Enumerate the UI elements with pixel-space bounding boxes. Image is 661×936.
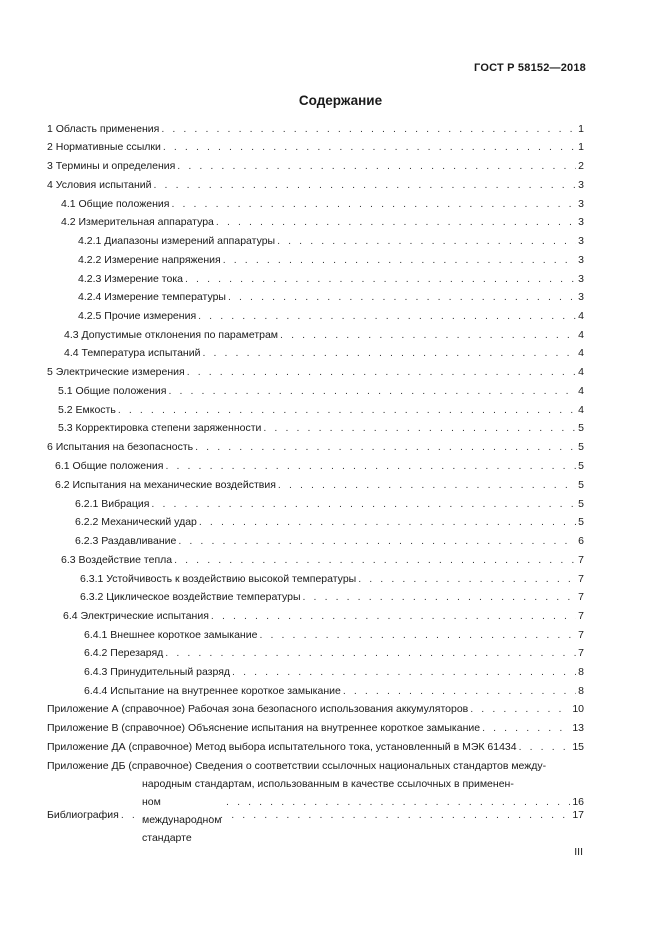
toc-entry-page: 4 (578, 366, 584, 378)
toc-entry-label: 4.2.4 Измерение температуры (78, 291, 226, 303)
toc-entry[interactable] (0, 197, 661, 212)
toc-entry-label: 4.1 Общие положения (61, 198, 170, 210)
toc-entry-page: 7 (578, 647, 584, 659)
dot-leader (263, 421, 576, 436)
dot-leader (343, 684, 576, 699)
toc-entry-page: 1 (578, 141, 584, 153)
toc-entry-label: 6.4.2 Перезаряд (84, 647, 164, 659)
toc-entry-page: 5 (578, 441, 584, 453)
dot-leader (118, 403, 576, 418)
toc-entry[interactable] (0, 290, 661, 305)
dot-leader (277, 234, 576, 249)
toc-entry[interactable] (0, 309, 661, 324)
toc-entry-page: 3 (578, 273, 584, 285)
toc-entry-page: 8 (578, 666, 584, 678)
toc-entry-label: 4.3 Допустимые отклонения по параметрам (64, 329, 279, 341)
dot-leader (177, 159, 576, 174)
toc-entry[interactable] (0, 572, 661, 587)
toc-entry-page: 7 (578, 629, 584, 641)
toc-entry-label: 4 Условия испытаний (47, 179, 152, 191)
dot-leader (121, 808, 570, 823)
toc-entry-label: 2 Нормативные ссылки (47, 141, 161, 153)
dot-leader (174, 553, 576, 568)
dot-leader (163, 140, 576, 155)
toc-entry[interactable] (0, 384, 661, 399)
toc-entry-page: 3 (578, 254, 584, 266)
toc-entry-label: 4.2.5 Прочие измерения (78, 310, 197, 322)
dot-leader (232, 665, 576, 680)
toc-entry-page: 7 (578, 554, 584, 566)
toc-entry-page: 3 (578, 216, 584, 228)
toc-entry-page: 1 (578, 123, 584, 135)
dot-leader (216, 215, 576, 230)
toc-entry[interactable] (0, 440, 661, 455)
toc-entry[interactable] (0, 272, 661, 287)
toc-entry-label: Библиография (47, 809, 119, 821)
toc-entry[interactable] (0, 702, 661, 717)
toc-entry[interactable] (0, 159, 661, 174)
dot-leader (165, 459, 576, 474)
toc-entry[interactable] (0, 646, 661, 661)
toc-entry[interactable] (0, 684, 661, 699)
toc-entry[interactable] (0, 478, 661, 493)
toc-entry-page: 3 (578, 291, 584, 303)
toc-entry-label: 6.2 Испытания на механические воздействия (55, 479, 276, 491)
toc-entry-page: 17 (572, 809, 584, 821)
dot-leader (228, 290, 576, 305)
toc-entry-page: 13 (572, 722, 584, 734)
toc-entry-label: 6.3 Воздействие тепла (61, 554, 173, 566)
standard-code: ГОСТ Р 58152—2018 (474, 62, 586, 74)
toc-entry[interactable] (0, 365, 661, 380)
toc-entry[interactable] (0, 808, 661, 823)
toc-entry-page: 6 (578, 535, 584, 547)
toc-entry-page: 4 (578, 385, 584, 397)
dot-leader (185, 272, 576, 287)
toc-entry[interactable] (0, 421, 661, 436)
toc-entry[interactable] (0, 178, 661, 193)
toc-entry-label: 6.2.2 Механический удар (75, 516, 197, 528)
dot-leader (198, 309, 576, 324)
toc-entry[interactable] (0, 215, 661, 230)
toc-entry[interactable] (0, 534, 661, 549)
dot-leader (154, 178, 577, 193)
toc-entry[interactable] (0, 328, 661, 343)
dot-leader (278, 478, 576, 493)
toc-entry-appendix-db[interactable] (47, 757, 584, 847)
toc-entry-label-continued: народным стандартам, использованным в качестве ссылочных в применен- (142, 778, 514, 790)
dot-leader (187, 365, 576, 380)
dot-leader (211, 609, 576, 624)
dot-leader (259, 628, 576, 643)
toc-entry-label: 5.3 Корректировка степени заряженности (58, 422, 262, 434)
toc-entry[interactable] (0, 497, 661, 512)
toc-entry-label: 4.2.3 Измерение тока (78, 273, 183, 285)
dot-leader (470, 702, 570, 717)
toc-entry-page: 5 (578, 479, 584, 491)
toc-entry[interactable] (0, 628, 661, 643)
toc-entry-label: 4.2.2 Измерение напряжения (78, 254, 221, 266)
toc-entry-label: 6.4.1 Внешнее короткое замыкание (84, 629, 258, 641)
toc-entry-label: Приложение В (справочное) Объяснение испытания на внутреннее короткое замыкание (47, 722, 481, 734)
dot-leader (199, 515, 576, 530)
toc-entry-page: 7 (578, 610, 584, 622)
toc-entry-page: 7 (578, 591, 584, 603)
dot-leader (161, 122, 576, 137)
page-number: III (574, 846, 583, 858)
toc-entry[interactable] (0, 253, 661, 268)
toc-entry-label: 4.2 Измерительная аппаратура (61, 216, 214, 228)
toc-entry[interactable] (0, 459, 661, 474)
toc-entry-page: 3 (578, 198, 584, 210)
dot-leader (195, 440, 576, 455)
toc-entry[interactable] (0, 122, 661, 137)
toc-entry-label: 4.2.1 Диапазоны измерений аппаратуры (78, 235, 276, 247)
toc-entry[interactable] (0, 665, 661, 680)
toc-entry[interactable] (0, 590, 661, 605)
toc-entry-label: 3 Термины и определения (47, 160, 176, 172)
dot-leader (482, 721, 570, 736)
toc-entry-page: 8 (578, 685, 584, 697)
toc-entry[interactable] (0, 140, 661, 155)
toc-entry-page: 16 (572, 796, 584, 808)
toc-entry-label: Приложение ДБ (справочное) Сведения о соответствии ссылочных национальных стандартов между- (47, 760, 547, 772)
toc-entry-page: 4 (578, 347, 584, 359)
dot-leader (168, 384, 576, 399)
toc-entry-label: 6.3.1 Устойчивость к воздействию высокой температуры (80, 573, 357, 585)
toc-entry-page: 15 (572, 741, 584, 753)
dot-leader (202, 346, 576, 361)
toc-entry-page: 5 (578, 498, 584, 510)
toc-entry-page: 5 (578, 460, 584, 472)
toc-entry-label: 5.1 Общие положения (58, 385, 167, 397)
toc-title: Содержание (298, 93, 383, 108)
dot-leader (303, 590, 577, 605)
toc-entry[interactable] (0, 234, 661, 249)
dot-leader (358, 572, 576, 587)
toc-entry[interactable] (0, 403, 661, 418)
toc-entry-page: 5 (578, 516, 584, 528)
toc-entry-page: 4 (578, 404, 584, 416)
toc-entry-label: 6.4.3 Принудительный разряд (84, 666, 231, 678)
dot-leader (171, 197, 576, 212)
toc-entry-label-continued: ном международном стандарте (142, 796, 222, 844)
toc-entry[interactable] (0, 346, 661, 361)
toc-entry-label: 6.2.3 Раздавливание (75, 535, 177, 547)
toc-entry-label: 6.2.1 Вибрация (75, 498, 150, 510)
dot-leader (519, 740, 571, 755)
toc-entry-page: 3 (578, 179, 584, 191)
toc-entry-label: 6.4 Электрические испытания (63, 610, 209, 622)
toc-entry-page: 10 (572, 703, 584, 715)
toc-entry-page: 2 (578, 160, 584, 172)
toc-entry-label: 6.1 Общие положения (55, 460, 164, 472)
toc-entry-page: 4 (578, 310, 584, 322)
toc-entry-label: Приложение А (справочное) Рабочая зона безопасного использования аккумуляторов (47, 703, 469, 715)
dot-leader (223, 253, 576, 268)
dot-leader (178, 534, 576, 549)
toc-entry-label: 5.2 Емкость (58, 404, 116, 416)
toc-entry-label: Приложение ДА (справочное) Метод выбора испытательного тока, установленный в МЭК 61434 (47, 741, 517, 753)
toc-entry-page: 4 (578, 329, 584, 341)
toc-entry-page: 7 (578, 573, 584, 585)
dot-leader (165, 646, 576, 661)
toc-entry-label: 6.4.4 Испытание на внутреннее короткое замыкание (84, 685, 341, 697)
toc-entry-label: 1 Область применения (47, 123, 160, 135)
toc-entry[interactable] (0, 609, 661, 624)
toc-entry[interactable] (0, 721, 661, 736)
toc-entry-label: 5 Электрические измерения (47, 366, 185, 378)
toc-entry[interactable] (0, 515, 661, 530)
toc-entry-page: 3 (578, 235, 584, 247)
toc-entry-label: 6.3.2 Циклическое воздействие температуры (80, 591, 301, 603)
toc-entry-label: 6 Испытания на безопасность (47, 441, 194, 453)
toc-entry-page: 5 (578, 422, 584, 434)
toc-entry[interactable] (0, 740, 661, 755)
dot-leader (151, 497, 576, 512)
toc-entry-label: 4.4 Температура испытаний (64, 347, 201, 359)
dot-leader (280, 328, 576, 343)
toc-entry[interactable] (0, 553, 661, 568)
